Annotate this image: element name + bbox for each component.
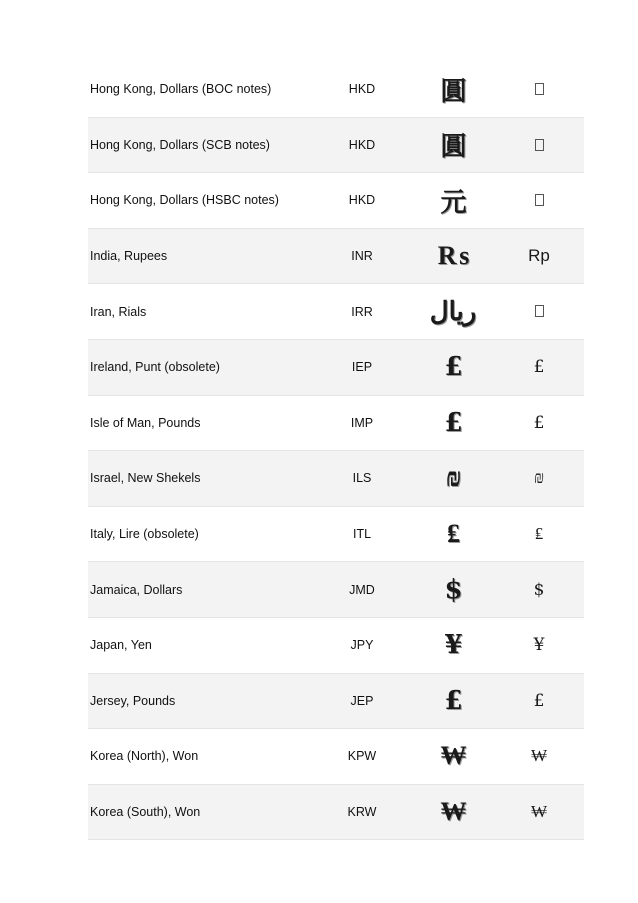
currency-row (88, 451, 584, 507)
currency-unicode-cell (494, 173, 584, 229)
currency-glyph-cell (412, 451, 494, 507)
currency-name-cell: Iran, Rials (88, 284, 312, 340)
currency-symbol-text: $ (533, 579, 545, 600)
currency-name-cell: Jamaica, Dollars (88, 562, 312, 618)
currency-unicode-cell (494, 339, 584, 395)
currency-glyph-cell (412, 339, 494, 395)
currency-glyph-cell (412, 784, 494, 840)
currency-symbol-image: £ (444, 685, 462, 716)
currency-name-cell: Italy, Lire (obsolete) (88, 506, 312, 562)
currency-table-body (88, 62, 584, 840)
currency-symbol-text: Rp (528, 246, 550, 266)
currency-name-cell: Israel, New Shekels (88, 451, 312, 507)
currency-symbol-image: ₤ (447, 519, 459, 550)
currency-code-cell: ITL (312, 506, 412, 562)
currency-row (88, 617, 584, 673)
currency-row (88, 506, 584, 562)
currency-code-cell: JEP (312, 673, 412, 729)
currency-code-cell: HKD (312, 173, 412, 229)
currency-unicode-cell (494, 117, 584, 173)
currency-symbol-text: ₩ (530, 802, 548, 823)
currency-code-cell: IEP (312, 339, 412, 395)
currency-glyph-cell (412, 117, 494, 173)
currency-symbol-image: 圓 (440, 132, 466, 163)
currency-symbol-text: £ (533, 412, 545, 433)
currency-symbol-text: £ (533, 357, 545, 378)
currency-name-cell: Isle of Man, Pounds (88, 395, 312, 451)
currency-row (88, 228, 584, 284)
currency-row (88, 395, 584, 451)
currency-symbol-image: 元 (440, 187, 466, 218)
currency-row (88, 673, 584, 729)
currency-row (88, 784, 584, 840)
currency-symbol-image: ¥ (444, 630, 462, 661)
currency-symbol-image: £ (444, 407, 462, 438)
currency-row (88, 284, 584, 340)
currency-symbol-image: ریال (429, 296, 477, 327)
currency-name-cell: Jersey, Pounds (88, 673, 312, 729)
currency-code-cell: HKD (312, 117, 412, 173)
currency-code-cell: HKD (312, 62, 412, 117)
currency-symbol-text: £ (533, 690, 545, 711)
currency-unicode-cell (494, 451, 584, 507)
currency-unicode-cell (494, 729, 584, 785)
currency-code-cell: INR (312, 228, 412, 284)
currency-name-cell: Korea (North), Won (88, 729, 312, 785)
currency-glyph-cell (412, 562, 494, 618)
currency-name-cell: Korea (South), Won (88, 784, 312, 840)
currency-code-cell: IMP (312, 395, 412, 451)
currency-glyph-cell (412, 506, 494, 562)
currency-symbol-text: ₤ (534, 524, 544, 545)
missing-glyph-icon (535, 83, 544, 95)
currency-row (88, 339, 584, 395)
currency-name-cell: Ireland, Punt (obsolete) (88, 339, 312, 395)
currency-row (88, 173, 584, 229)
currency-symbol-image: ₪ (445, 463, 461, 494)
missing-glyph-icon (535, 139, 544, 151)
currency-code-cell: ILS (312, 451, 412, 507)
currency-glyph-cell (412, 228, 494, 284)
currency-row (88, 117, 584, 173)
currency-symbol-text: ₩ (530, 746, 548, 767)
currency-unicode-cell (494, 673, 584, 729)
currency-glyph-cell (412, 617, 494, 673)
currency-symbol-text: ¥ (533, 635, 545, 656)
currency-symbol-image: ₩ (440, 797, 466, 828)
currency-name-cell: Hong Kong, Dollars (HSBC notes) (88, 173, 312, 229)
currency-glyph-cell (412, 729, 494, 785)
currency-name-cell: Hong Kong, Dollars (SCB notes) (88, 117, 312, 173)
currency-row (88, 729, 584, 785)
currency-code-cell: JMD (312, 562, 412, 618)
currency-unicode-cell (494, 784, 584, 840)
currency-row (88, 62, 584, 117)
currency-name-cell: Japan, Yen (88, 617, 312, 673)
currency-code-cell: KRW (312, 784, 412, 840)
currency-code-cell: KPW (312, 729, 412, 785)
currency-code-cell: IRR (312, 284, 412, 340)
currency-unicode-cell (494, 617, 584, 673)
currency-glyph-cell (412, 284, 494, 340)
currency-symbol-table (88, 62, 584, 840)
currency-unicode-cell (494, 562, 584, 618)
currency-glyph-cell (412, 395, 494, 451)
currency-symbol-image: ₨ (437, 241, 469, 272)
currency-name-cell: Hong Kong, Dollars (BOC notes) (88, 62, 312, 117)
currency-glyph-cell (412, 673, 494, 729)
currency-row (88, 562, 584, 618)
currency-unicode-cell (494, 228, 584, 284)
missing-glyph-icon (535, 194, 544, 206)
currency-unicode-cell (494, 284, 584, 340)
currency-symbol-text: ₪ (533, 468, 545, 489)
currency-glyph-cell (412, 62, 494, 117)
currency-symbol-image: ₩ (440, 741, 466, 772)
currency-unicode-cell (494, 395, 584, 451)
missing-glyph-icon (535, 305, 544, 317)
currency-name-cell: India, Rupees (88, 228, 312, 284)
currency-glyph-cell (412, 173, 494, 229)
currency-symbol-image: £ (444, 352, 462, 383)
currency-code-cell: JPY (312, 617, 412, 673)
currency-unicode-cell (494, 62, 584, 117)
currency-symbol-image: 圓 (440, 76, 466, 107)
currency-symbol-image: $ (444, 574, 462, 605)
currency-unicode-cell (494, 506, 584, 562)
